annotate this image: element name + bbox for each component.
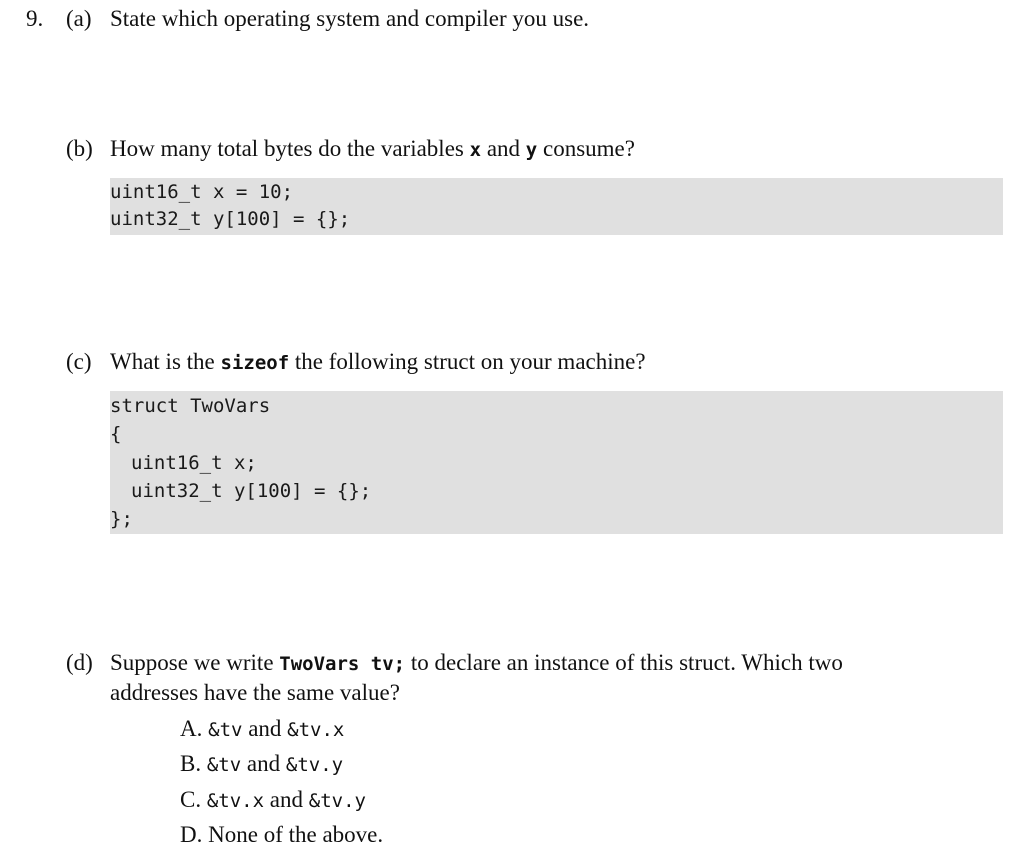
choice-c	[180, 785, 366, 816]
part-b-text-2: and	[486, 136, 521, 161]
choice-letter: B.	[180, 751, 202, 776]
part-a-label: (a)	[66, 6, 92, 31]
part-b-label: (b)	[66, 136, 93, 161]
part-c-code-block	[110, 391, 1003, 534]
question-number: 9.	[26, 6, 44, 31]
part-a-text: State which operating system and compiler you use.	[110, 6, 590, 31]
part-c-text-2: the following struct on your machine?	[294, 349, 646, 374]
code-line: uint32_t y[100] = {};	[110, 208, 351, 230]
part-c-question	[110, 347, 646, 378]
part-d-label: (d)	[66, 650, 93, 675]
part-d-question-line-1	[110, 648, 843, 679]
part-d-text-1: Suppose we write	[110, 650, 274, 675]
part-b-code-block	[110, 178, 1003, 235]
choice-left: &tv.x	[206, 790, 265, 812]
choice-letter: C.	[180, 787, 202, 812]
choice-right: &tv.y	[308, 790, 366, 812]
choice-letter: D.	[180, 822, 203, 847]
choice-left: &tv	[206, 754, 242, 776]
choice-joiner: and	[269, 787, 304, 812]
choice-joiner: and	[246, 751, 281, 776]
code-line: uint16_t x = 10;	[110, 181, 294, 203]
part-b-var-x: x	[469, 139, 482, 161]
part-d-text-2: to declare an instance of this struct. Which two	[410, 650, 843, 675]
part-b-text-3: consume?	[543, 136, 635, 161]
part-b-text-1: How many total bytes do the variables	[110, 136, 464, 161]
choice-d	[180, 820, 383, 850]
part-b-question	[110, 134, 635, 165]
code-line: uint32_t y[100] = {};	[131, 480, 372, 502]
choice-left: &tv	[208, 719, 243, 741]
part-c-text-1: What is the	[110, 349, 215, 374]
choice-letter: A.	[180, 716, 203, 741]
code-line: uint16_t x;	[131, 452, 257, 474]
choice-joiner: and	[248, 716, 282, 741]
code-line: struct TwoVars	[110, 395, 271, 417]
choice-b	[180, 749, 343, 780]
choice-text: None of the above.	[208, 822, 384, 847]
part-d-code-inline: TwoVars tv;	[279, 653, 406, 675]
part-c-label: (c)	[66, 349, 92, 374]
choice-a	[180, 714, 344, 745]
code-line: {	[110, 423, 122, 445]
part-c-keyword: sizeof	[220, 352, 290, 374]
code-line: };	[110, 508, 133, 530]
part-d-question-line-2: addresses have the same value?	[110, 680, 400, 705]
part-b-var-y: y	[525, 139, 538, 161]
choice-right: &tv.y	[285, 754, 344, 776]
choice-right: &tv.x	[287, 719, 345, 741]
